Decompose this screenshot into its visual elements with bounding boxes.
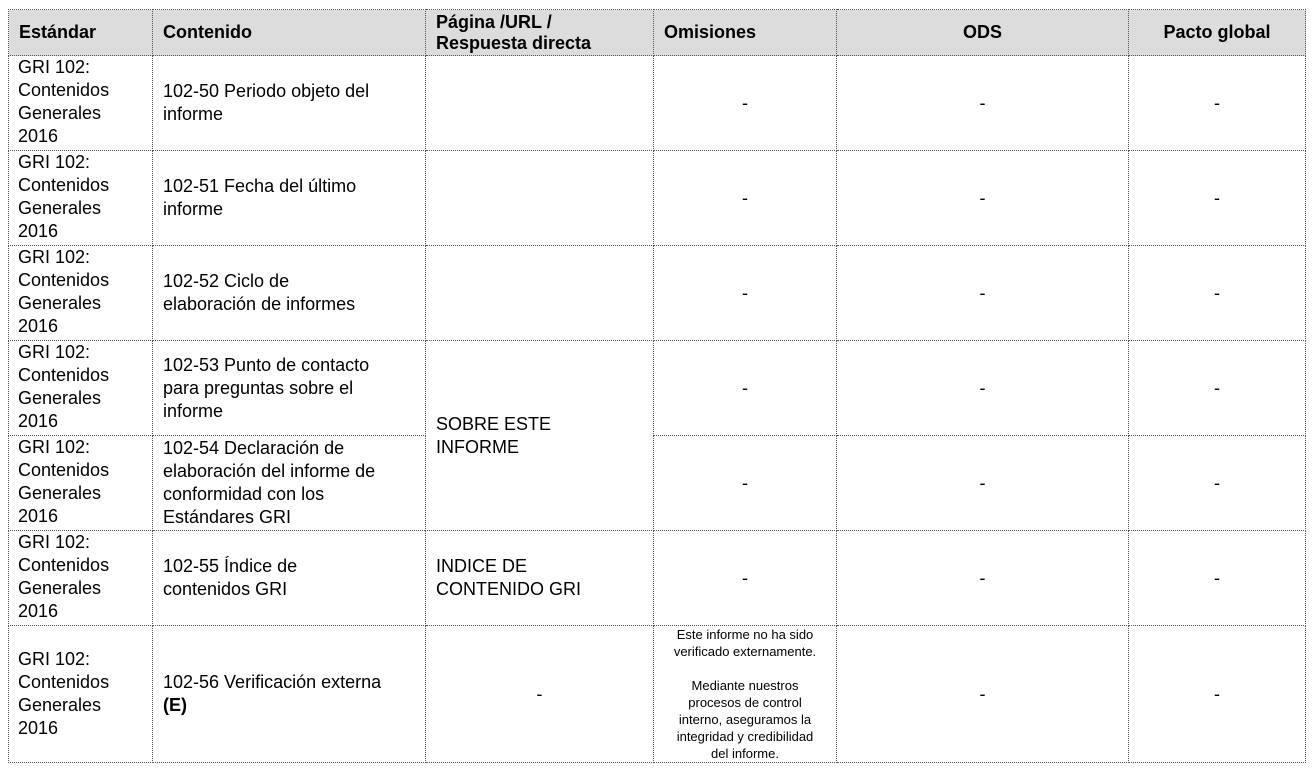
standard-cell	[9, 341, 153, 436]
standard-line: Generales	[18, 578, 102, 598]
standard-line: GRI 102:	[18, 152, 91, 172]
content-cell	[153, 626, 426, 763]
ods-cell: -	[837, 151, 1129, 246]
table-row	[9, 151, 1306, 246]
global-compact-cell: -	[1129, 151, 1306, 246]
standard-line: Contenidos	[18, 365, 110, 385]
content-line: 102-55 Índice de	[163, 556, 298, 576]
standard-cell	[9, 626, 153, 763]
table-row	[9, 626, 1306, 763]
standard-line: Contenidos	[18, 460, 110, 480]
essential-marker: (E)	[163, 695, 187, 715]
global-compact-cell: -	[1129, 626, 1306, 763]
omission-cell: -	[654, 56, 837, 151]
content-line: Estándares GRI	[163, 507, 292, 527]
standard-line: 2016	[18, 718, 59, 738]
standard-cell	[9, 56, 153, 151]
content-cell	[153, 151, 426, 246]
content-line: 102-56 Verificación externa	[163, 672, 382, 692]
header-global-compact: Pacto global	[1129, 10, 1306, 56]
header-omissions: Omisiones	[654, 10, 837, 56]
table-row	[9, 56, 1306, 151]
global-compact-cell: -	[1129, 341, 1306, 436]
page-cell-gri-index	[426, 531, 654, 626]
header-row	[9, 10, 1306, 56]
content-line: 102-51 Fecha del último	[163, 176, 357, 196]
global-compact-cell: -	[1129, 531, 1306, 626]
content-cell	[153, 341, 426, 436]
content-cell	[153, 436, 426, 531]
note-line: interno, aseguramos la	[678, 712, 812, 727]
standard-line: 2016	[18, 221, 59, 241]
gri-content-index-table	[8, 9, 1306, 763]
content-line: 102-54 Declaración de	[163, 438, 345, 458]
omission-cell: -	[654, 436, 837, 531]
standard-line: Contenidos	[18, 672, 110, 692]
note-line: del informe.	[711, 746, 779, 761]
table-row	[9, 436, 1306, 531]
page-cell: -	[426, 626, 654, 763]
note-line: Este informe no ha sido	[676, 627, 814, 642]
standard-line: Generales	[18, 388, 102, 408]
page-ref-line: INFORME	[436, 436, 519, 457]
header-page-line2: Respuesta directa	[436, 32, 592, 53]
page-ref-line: SOBRE ESTE	[436, 413, 552, 434]
standard-cell	[9, 246, 153, 341]
content-line: informe	[163, 400, 224, 421]
standard-line: GRI 102:	[18, 649, 91, 669]
page-cell-about-report	[426, 341, 654, 531]
page-ref-line: INDICE DE	[436, 556, 528, 576]
global-compact-cell: -	[1129, 436, 1306, 531]
page-cell	[426, 56, 654, 151]
standard-line: Contenidos	[18, 555, 110, 575]
ods-cell: -	[837, 246, 1129, 341]
standard-cell	[9, 531, 153, 626]
standard-line: Contenidos	[18, 270, 110, 290]
content-line: elaboración de informes	[163, 294, 356, 314]
content-line: para preguntas sobre el	[163, 377, 354, 398]
standard-line: 2016	[18, 411, 59, 431]
note-line: Mediante nuestros	[691, 678, 799, 693]
standard-line: GRI 102:	[18, 437, 91, 457]
omission-note-cell	[654, 626, 837, 763]
standard-line: Generales	[18, 483, 102, 503]
content-line: contenidos GRI	[163, 579, 288, 599]
header-page-url	[426, 10, 654, 56]
standard-line: 2016	[18, 506, 59, 526]
ods-cell: -	[837, 436, 1129, 531]
omission-cell: -	[654, 531, 837, 626]
global-compact-cell: -	[1129, 56, 1306, 151]
content-line: elaboración del informe de	[163, 461, 376, 481]
page-cell	[426, 246, 654, 341]
note-line: integridad y credibilidad	[676, 729, 814, 744]
content-line: 102-50 Periodo objeto del	[163, 81, 370, 101]
standard-cell	[9, 151, 153, 246]
page-ref-line: CONTENIDO GRI	[436, 579, 582, 599]
standard-line: GRI 102:	[18, 342, 91, 362]
header-standard: Estándar	[9, 10, 153, 56]
ods-cell: -	[837, 626, 1129, 763]
standard-line: GRI 102:	[18, 247, 91, 267]
ods-cell: -	[837, 341, 1129, 436]
standard-cell	[9, 436, 153, 531]
note-line: procesos de control	[688, 695, 802, 710]
content-line: informe	[163, 104, 224, 124]
content-line: 102-52 Ciclo de	[163, 271, 290, 291]
content-line: 102-53 Punto de contacto	[163, 354, 370, 375]
standard-line: Generales	[18, 695, 102, 715]
omission-cell: -	[654, 151, 837, 246]
content-line: conformidad con los	[163, 484, 325, 504]
standard-line: Generales	[18, 198, 102, 218]
content-cell	[153, 56, 426, 151]
page-cell	[426, 151, 654, 246]
header-page-line1: Página /URL /	[436, 11, 552, 32]
standard-line: GRI 102:	[18, 57, 91, 77]
standard-line: 2016	[18, 126, 59, 146]
note-line: verificado externamente.	[673, 644, 817, 659]
standard-line: 2016	[18, 601, 59, 621]
standard-line: 2016	[18, 316, 59, 336]
header-content: Contenido	[153, 10, 426, 56]
table-row	[9, 341, 1306, 436]
global-compact-cell: -	[1129, 246, 1306, 341]
omission-cell: -	[654, 341, 837, 436]
standard-line: Contenidos	[18, 175, 110, 195]
content-line: informe	[163, 199, 224, 219]
ods-cell: -	[837, 56, 1129, 151]
omission-cell: -	[654, 246, 837, 341]
content-cell	[153, 531, 426, 626]
table-row	[9, 531, 1306, 626]
standard-line: Contenidos	[18, 80, 110, 100]
standard-line: GRI 102:	[18, 532, 91, 552]
ods-cell: -	[837, 531, 1129, 626]
standard-line: Generales	[18, 103, 102, 123]
content-cell	[153, 246, 426, 341]
header-ods: ODS	[837, 10, 1129, 56]
standard-line: Generales	[18, 293, 102, 313]
table-row	[9, 246, 1306, 341]
